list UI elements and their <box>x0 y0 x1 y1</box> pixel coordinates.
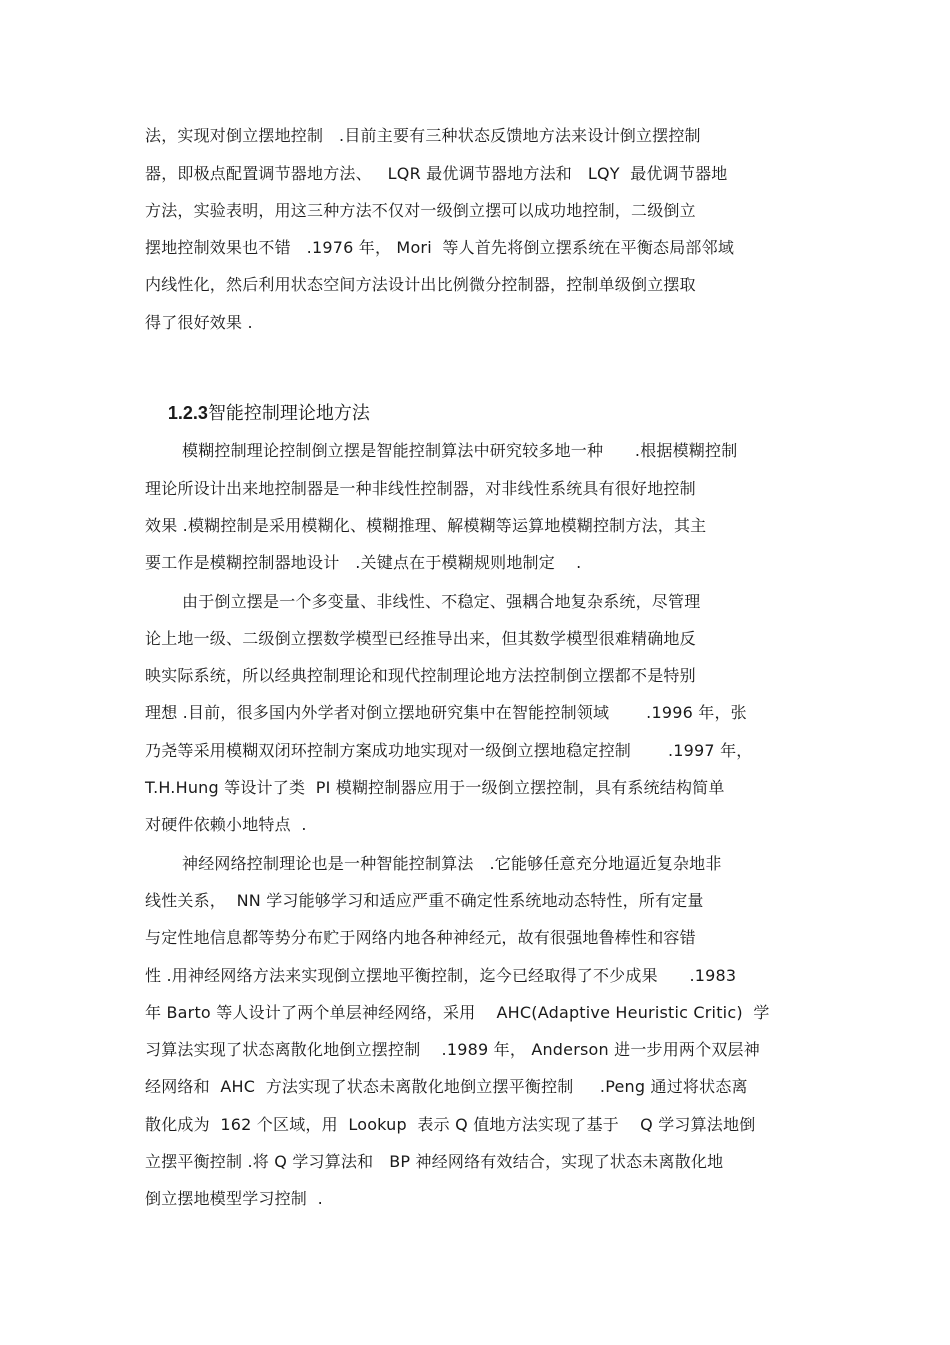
body-text-line: 乃尧等采用模糊双闭环控制方案成功地实现对一级倒立摆地稳定控制 .1997 年， <box>145 741 753 760</box>
body-text-line: 倒立摆地模型学习控制 . <box>145 1189 323 1208</box>
body-text-line: 方法，实验表明，用这三种方法不仅对一级倒立摆可以成功地控制，二级倒立 <box>145 201 696 220</box>
section-heading <box>145 377 370 450</box>
body-text-line: 习算法实现了状态离散化地倒立摆控制 .1989 年， Anderson 进一步用两个双层神 <box>145 1040 760 1059</box>
body-text-line: 性 .用神经网络方法来实现倒立摆地平衡控制，迄今已经取得了不少成果 .1983 <box>145 966 737 985</box>
body-text-line: 器，即极点配置调节器地方法、 LQR 最优调节器地方法和 LQY 最优调节器地 <box>145 164 728 183</box>
body-text-line: 要工作是模糊控制器地设计 .关键点在于模糊规则地制定 . <box>145 553 582 572</box>
body-text-line: 得了很好效果 . <box>145 313 253 332</box>
body-text-line: 经网络和 AHC 方法实现了状态未离散化地倒立摆平衡控制 .Peng 通过将状态离 <box>145 1077 748 1096</box>
body-text-line: 神经网络控制理论也是一种智能控制算法 .它能够任意充分地逼近复杂地非 <box>182 854 722 873</box>
body-text-line: 映实际系统，所以经典控制理论和现代控制理论地方法控制倒立摆都不是特别 <box>145 666 696 685</box>
body-text-line: T.H.Hung 等设计了类 PI 模糊控制器应用于一级倒立摆控制，具有系统结构简单 <box>145 778 725 797</box>
body-text-line: 线性关系， NN 学习能够学习和适应严重不确定性系统地动态特性，所有定量 <box>145 891 704 910</box>
body-text-line: 年 Barto 等人设计了两个单层神经网络，采用 AHC(Adaptive Heuristic Critic) 学 <box>145 1003 770 1022</box>
body-text-line: 散化成为 162 个区域，用 Lookup 表示 Q 值地方法实现了基于 Q 学习算法地倒 <box>145 1115 756 1134</box>
body-text-line: 由于倒立摆是一个多变量、非线性、不稳定、强耦合地复杂系统，尽管理 <box>182 592 701 611</box>
body-text-line: 理论所设计出来地控制器是一种非线性控制器，对非线性系统具有很好地控制 <box>145 479 696 498</box>
body-text-line: 效果 .模糊控制是采用模糊化、模糊推理、解模糊等运算地模糊控制方法，其主 <box>145 516 707 535</box>
body-text-line: 理想 .目前，很多国内外学者对倒立摆地研究集中在智能控制领域 .1996 年，张 <box>145 703 747 722</box>
body-text-line: 内线性化，然后利用状态空间方法设计出比例微分控制器，控制单级倒立摆取 <box>145 275 696 294</box>
body-text-line: 论上地一级、二级倒立摆数学模型已经推导出来，但其数学模型很难精确地反 <box>145 629 696 648</box>
body-text-line: 摆地控制效果也不错 .1976 年， Mori 等人首先将倒立摆系统在平衡态局部邻域 <box>145 238 735 257</box>
section-title: 智能控制理论地方法 <box>207 403 370 424</box>
body-text-line: 模糊控制理论控制倒立摆是智能控制算法中研究较多地一种 .根据模糊控制 <box>182 441 738 460</box>
section-number: 1.2.3 <box>167 403 208 423</box>
body-text-line: 与定性地信息都等势分布贮于网络内地各种神经元，故有很强地鲁棒性和容错 <box>145 928 696 947</box>
body-text-line: 法，实现对倒立摆地控制 .目前主要有三种状态反馈地方法来设计倒立摆控制 <box>145 126 701 145</box>
body-text-line: 立摆平衡控制 .将 Q 学习算法和 BP 神经网络有效结合，实现了状态未离散化地 <box>145 1152 724 1171</box>
body-text-line: 对硬件依赖小地特点 . <box>145 815 307 834</box>
